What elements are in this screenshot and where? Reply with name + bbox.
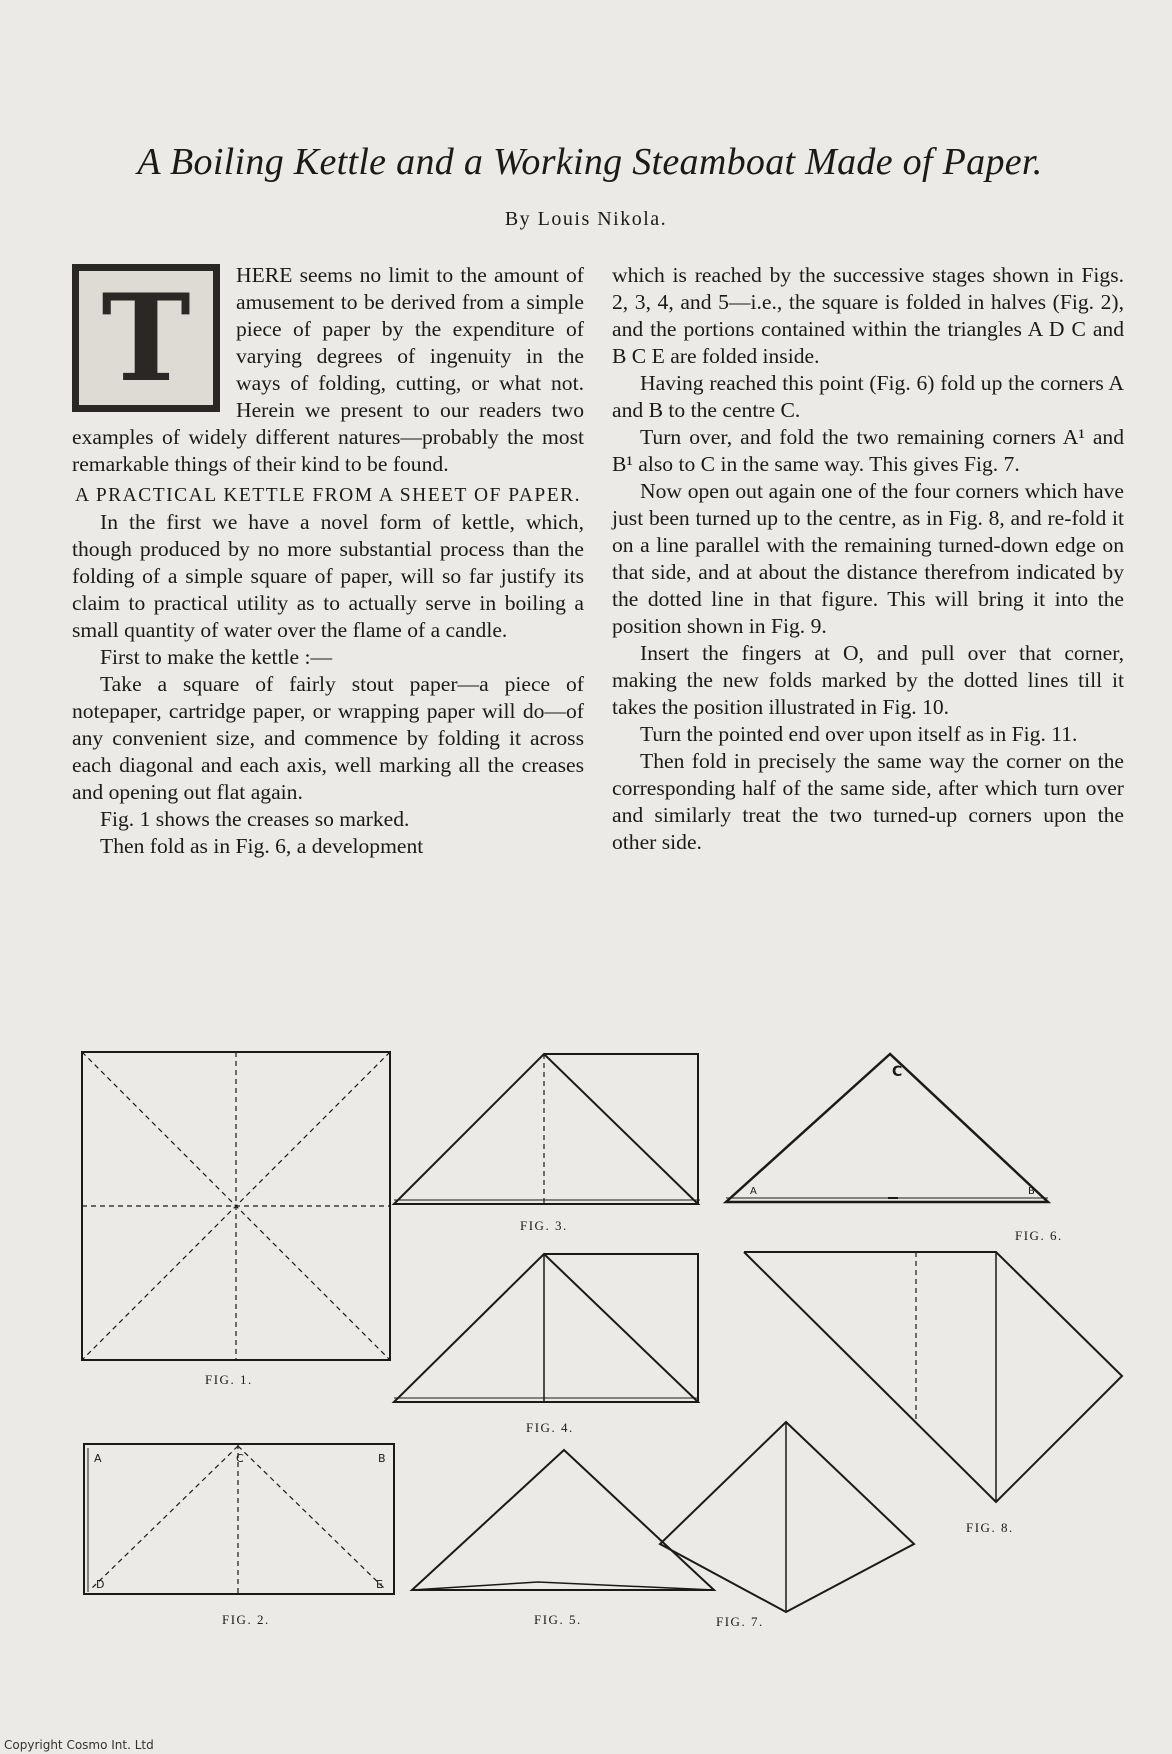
dropcap-letter: T (101, 267, 191, 409)
figure-8-caption: FIG. 8. (966, 1520, 1014, 1535)
paragraph: Then fold as in Fig. 6, a development (100, 834, 424, 858)
byline: By Louis Nikola. (504, 208, 668, 230)
figure-5-caption: FIG. 5. (534, 1612, 582, 1627)
left-column (72, 262, 584, 860)
copyright-notice: Copyright Cosmo Int. Ltd (4, 1738, 154, 1752)
figure-7-caption: FIG. 7. (716, 1614, 764, 1629)
paragraph: which is reached by the successive stages shown in Figs. 2, 3, 4, and 5—i.e., the square is folded in halves (Fig. 2), and the portions contained within the triangles A D C and B C E are folded inside. (612, 263, 1124, 368)
paragraph: Now open out again one of the four corners which have just been turned up to the centre, as in Fig. 8, and re-fold it on a line parallel with the remaining turned-down edge on that side, and at about the distance therefrom indicated by the dotted line in that figure. This will bring it into the position shown in Fig. 9. (612, 479, 1124, 638)
paragraph: Turn the pointed end over upon itself as in Fig. 11. (640, 722, 1078, 746)
paragraph-intro: HERE seems no limit to the amount of amusement to be derived from a simple piece of paper by the expenditure of varying degrees of ingenuity in the ways of folding, cutting, or what not. Herein we present to our readers two examples of widely different natures—probably the most remarkable things of their kind to be found. (72, 263, 584, 476)
figure-1-caption: FIG. 1. (205, 1372, 253, 1387)
fig6-label-c: C (892, 1064, 903, 1080)
paragraph: First to make the kettle :— (100, 645, 333, 669)
paragraph: Then fold in precisely the same way the corner on the corresponding half of the same side, after which turn over and similarly treat the two turned-up corners upon the other side. (612, 749, 1124, 854)
figure-1-diagram (80, 1050, 392, 1362)
paragraph: In the first we have a novel form of kettle, which, though produced by no more substantial process than the folding of a simple square of paper, will so far justify its claim to practical utility as to actually serve in boiling a small quantity of water over the flame of a candle. (72, 510, 584, 642)
fig2-label-e: E (376, 1578, 383, 1591)
figure-4-diagram (390, 1250, 710, 1410)
paragraph: Take a square of fairly stout paper—a piece of notepaper, cartridge paper, or wrapping paper will do—of any convenient size, and commence by folding it across each diagonal and each axis, well marking all the creases and opening out flat again. (72, 672, 584, 804)
right-column (612, 262, 1124, 856)
decorative-dropcap (72, 264, 220, 412)
paragraph: Insert the fingers at O, and pull over that corner, making the new folds marked by the dotted lines till it takes the position illustrated in Fig. 10. (612, 641, 1124, 719)
figure-3-caption: FIG. 3. (520, 1218, 568, 1233)
fig2-label-a: A (94, 1452, 102, 1465)
paragraph: Having reached this point (Fig. 6) fold up the corners A and B to the centre C. (612, 371, 1124, 422)
figure-2-diagram (80, 1440, 400, 1598)
figure-2-caption: FIG. 2. (222, 1612, 270, 1627)
article-title: A Boiling Kettle and a Working Steamboat Made of Paper. (137, 141, 1043, 183)
paragraph: Turn over, and fold the two remaining corners A¹ and B¹ also to C in the same way. This gives Fig. 7. (612, 425, 1124, 476)
section-heading: A PRACTICAL KETTLE FROM A SHEET OF PAPER. (74, 485, 582, 506)
fig6-label-a: A (750, 1186, 757, 1197)
figure-7-diagram (656, 1418, 918, 1614)
fig2-label-d: D (96, 1578, 105, 1591)
fig2-label-c: C (236, 1452, 244, 1465)
paragraph: Fig. 1 shows the creases so marked. (100, 807, 410, 831)
figure-6-caption: FIG. 6. (1015, 1228, 1063, 1243)
figure-3-diagram (390, 1050, 710, 1210)
fig2-label-b: B (378, 1452, 386, 1465)
figure-6-diagram (720, 1050, 1055, 1210)
figure-4-caption: FIG. 4. (526, 1420, 574, 1435)
fig6-label-b: B (1028, 1186, 1035, 1197)
